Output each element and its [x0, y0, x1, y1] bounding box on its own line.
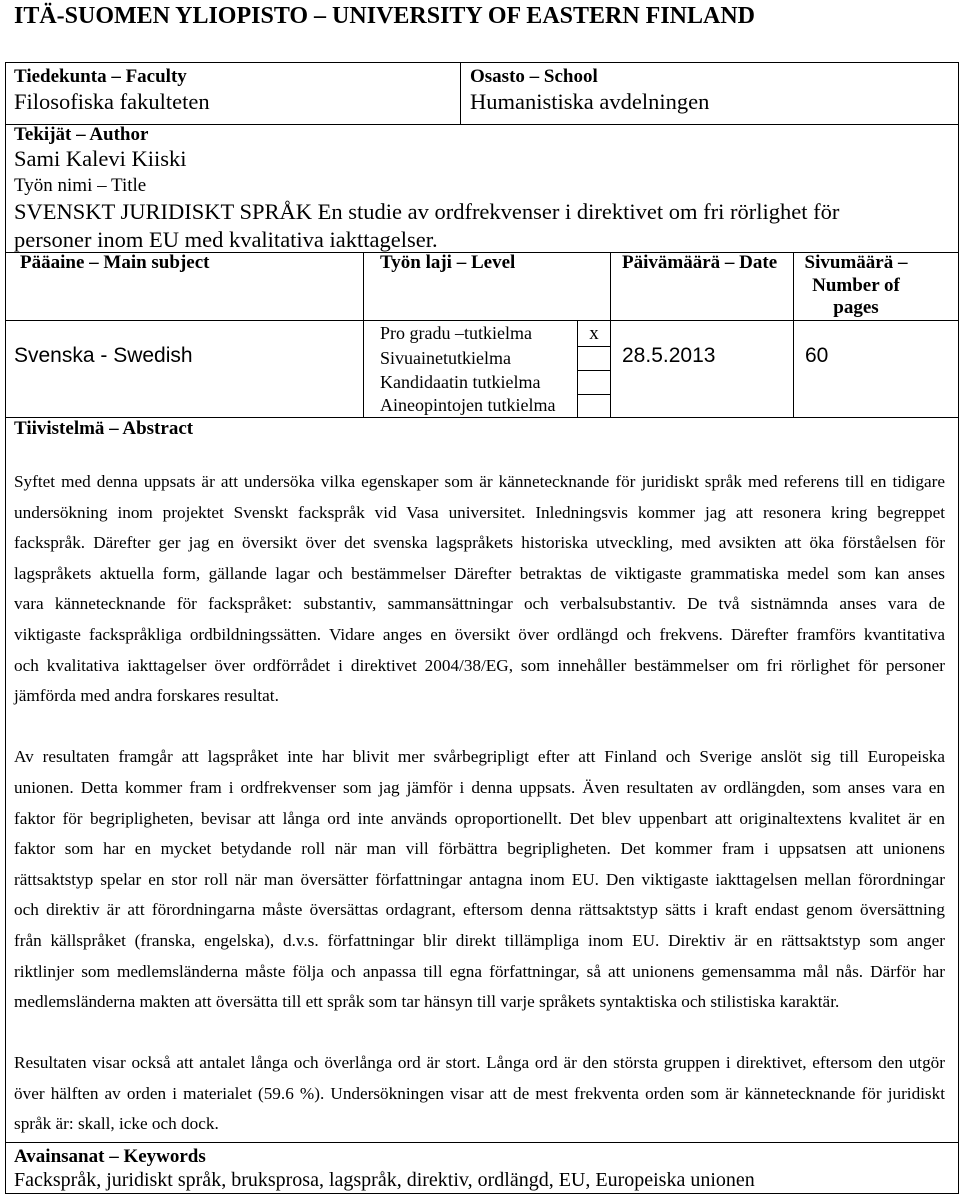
abstract-line: Av resultaten framgår att lagspråket inte har blivit mer svårbegripligt efter att Finland och Sverige anslöt sig till Europeiska — [14, 747, 945, 767]
level-label: Työn laji – Level — [380, 252, 516, 273]
abstract-paragraph — [14, 1048, 945, 1140]
abstract-line: unionen. Detta kommer fram i ordfrekvenser som jag jämför i denna uppsats. Även resultaten av ordlängden, som anses vara en — [14, 777, 945, 797]
level-option-label: Pro gradu –tutkielma — [380, 323, 532, 343]
abstract-line: riktlinjer som medlemsländerna måste följa och anpassa till egna författningar, så att unionens gemensamma mål nås. Därför har — [14, 961, 945, 981]
keywords-label: Avainsanat – Keywords — [14, 1146, 206, 1167]
level-checkbox — [577, 320, 610, 346]
thesis-title — [14, 198, 839, 254]
keywords-value: Fackspråk, juridiskt språk, bruksprosa, lagspråk, direktiv, ordlängd, EU, Europeiska unionen — [14, 1169, 755, 1191]
paragraph-gap — [14, 712, 945, 743]
level-option-label: Kandidaatin tutkielma — [380, 372, 541, 392]
level-checkbox — [577, 346, 610, 370]
faculty-school-divider — [460, 62, 461, 124]
main-subject-label: Pääaine – Main subject — [20, 252, 210, 273]
author-label: Tekijät – Author — [14, 124, 149, 145]
level-checkbox — [577, 394, 610, 417]
column-rule-pages — [793, 252, 794, 417]
form-border-left — [5, 62, 6, 1194]
paragraph-gap — [14, 1018, 945, 1049]
abstract-line: från källspråket (franska, engelska), d.v.s. författningar blir direkt tillämpliga inom EU. Direktiv är en rättsaktstyp som anger — [14, 930, 945, 950]
abstract-line: faktor som har en mycket betydande roll när man vill förbättra begripligheten. Det kommer fram i uppsatsen att unionens — [14, 839, 945, 859]
form-border-top — [5, 62, 959, 63]
abstract-line: lagspråkets aktuella form, gällande lagar och bestämmelser Därefter betraktas de viktigaste grammatiska medel som kan anses — [14, 563, 945, 583]
abstract-line: undersökning inom projektet Svenskt fackspråk vid Vasa universitet. Inledningsvis kommer jag att resonera kring begreppet — [14, 502, 945, 522]
university-name: ITÄ-SUOMEN YLIOPISTO – UNIVERSITY OF EASTERN FINLAND — [14, 3, 756, 29]
abstract-line: rättsaktstyp spelar en stor roll när man översätter författningar antagna inom EU. Den viktigaste iakttagelsen mellan förordningar — [14, 869, 945, 889]
abstract-line: viktigaste fackspråkliga ordbildningssätten. Vidare anges en översikt över ordlängd och frekvens. Därefter framförs kvantitativa — [14, 624, 945, 644]
faculty-label: Tiedekunta – Faculty — [14, 66, 187, 87]
form-border-right — [958, 62, 959, 1194]
level-option — [363, 320, 610, 346]
thesis-title-line: personer inom EU med kvalitativa iakttagelser. — [14, 227, 438, 252]
abstract-line: fackspråk. Därefter ger jag en översikt över det svenska lagspråkets historiska utveckling, med avsikten att öka förståelsen för — [14, 533, 945, 553]
level-option — [363, 370, 610, 394]
abstract-paragraph — [14, 742, 945, 1017]
abstract-line: jämförda med andra forskares resultat. — [14, 686, 279, 706]
abstract-line: faktor för begripligheten, bevisar att långa ord inte används oproportionellt. Det blev uppenbart att originaltextens kvalitet är en — [14, 808, 945, 828]
faculty-value: Filosofiska fakulteten — [14, 89, 210, 114]
thesis-title-line: SVENSKT JURIDISKT SPRÅK En studie av ordfrekvenser i direktivet om fri rörlighet för — [14, 199, 840, 224]
pages-value: 60 — [805, 344, 829, 367]
checkbox-mark: x — [589, 323, 599, 344]
level-option — [363, 394, 610, 417]
abstract-paragraph — [14, 467, 945, 712]
date-label: Päivämäärä – Date — [622, 252, 778, 273]
abstract-label: Tiivistelmä – Abstract — [14, 418, 194, 439]
school-label: Osasto – School — [470, 66, 598, 87]
abstract-line: Resultaten visar också att antalet långa och överlånga ord är stort. Långa ord är den största gruppen i direktivet, eftersom den utgör — [14, 1053, 945, 1073]
date-value: 28.5.2013 — [622, 344, 716, 367]
level-checkbox — [577, 370, 610, 394]
main-subject-value: Svenska - Swedish — [14, 344, 193, 367]
abstract-line: och kvalitativa iakttagelser över ordförrådet i direktivet 2004/38/EG, som innehåller bestämmelser om fri rörlighet för personer — [14, 655, 945, 675]
row-rule-keywords — [5, 1142, 959, 1143]
abstract-line: över hälften av orden i materialet (59.6 %). Undersökningen visar att de mest frekventa orden som är kännetecknande för juridiskt — [14, 1083, 945, 1103]
abstract-line: språk är: skall, icke och dock. — [14, 1114, 219, 1134]
abstract-line: vara kännetecknande för fackspråket: substantiv, sammansättningar och verbalsubstantiv. De två sistnämnda anses vara de — [14, 594, 945, 614]
abstract-line: och direktiv är att förordningarna måste översättas ordagrant, eftersom denna rättsaktstyp sätts i kraft endast genom översättning — [14, 900, 945, 920]
title-label: Työn nimi – Title — [14, 175, 147, 196]
level-option — [363, 346, 610, 370]
level-option-label: Sivuainetutkielma — [380, 348, 511, 368]
column-rule-date — [610, 252, 611, 417]
abstract-body — [14, 467, 945, 1140]
abstract-line: medlemsländerna makten att översätta till ett språk som tar hänsyn till varje språkets syntaktiska och stilistiska karaktär. — [14, 992, 840, 1012]
form-border-bottom — [5, 1193, 959, 1194]
level-option-label: Aineopintojen tutkielma — [380, 395, 556, 415]
abstract-line: Syftet med denna uppsats är att undersöka vilka egenskaper som är kännetecknande för juridiskt språk med referens till en tidigare — [14, 472, 945, 491]
pages-label: Sivumäärä – Number of pages — [804, 252, 908, 318]
level-options — [363, 320, 610, 417]
author-value: Sami Kalevi Kiiski — [14, 146, 187, 171]
school-value: Humanistiska avdelningen — [470, 89, 710, 114]
